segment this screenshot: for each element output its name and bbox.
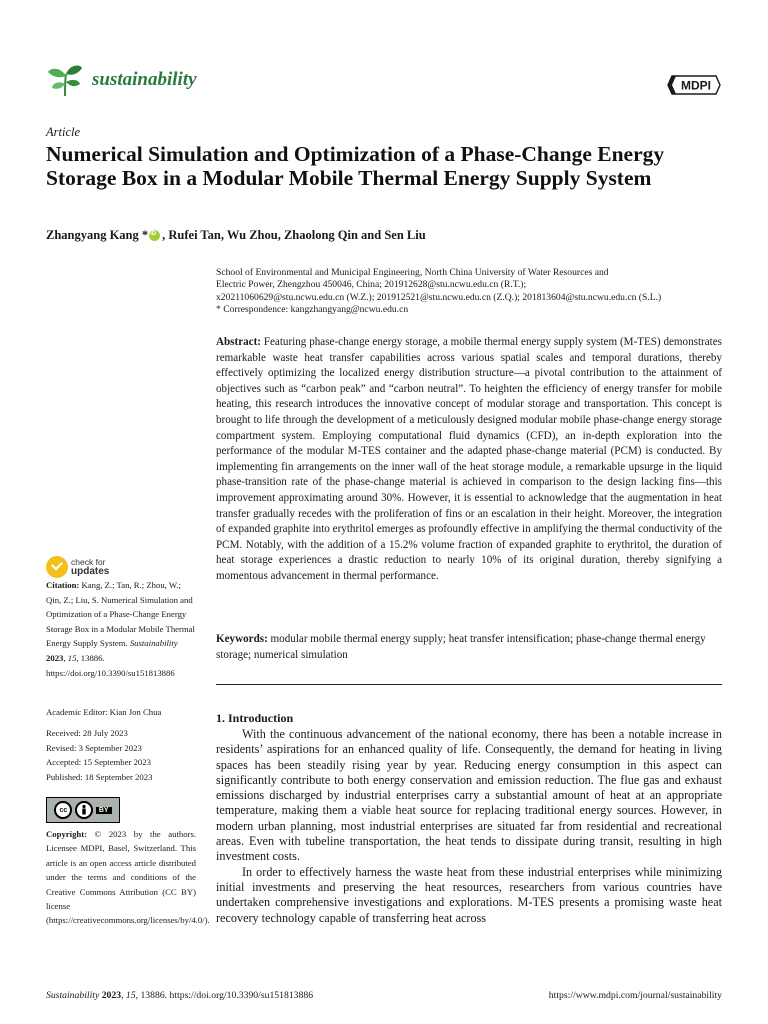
journal-name: sustainability [92, 69, 197, 90]
checkmark-icon [46, 556, 68, 578]
affiliation-block [216, 267, 726, 317]
citation-volume: 15 [67, 652, 77, 663]
abstract-text: Featuring phase-change energy storage, a mobile thermal energy supply system (M-TES) demonstrates remarkable waste heat transfer capabilities across various spatial scales and temporal durations, thereby effectively optimizing the localized energy distribution structure—a pivotal contribution to the attainment of objectives such as “carbon peak” and “carbon neutral”. To heighten the efficiency of energy transfer for mobile heating, this research introduces the innovative concept of modular storage and transportation. This concept is brought to life through the development of a meticulously designed modular mobile phase-change energy storage compartment system. Employing computational fluid dynamics (CFD), an in-depth exploration into the performance of the modular M-TES container and the adapted phase-change material (PCM) is conducted. By implementing fin arrangements on the inner wall of the heat storage module, a remarkable upsurge in the liquid phase-transition rate of the phase-change material is achieved in comparison to the design lacking fins—this improvement approximating around 30%. However, it is essential to acknowledge that the augmentation in heat transfer gradually recedes with the proliferation of fins or an escalation in their height. Moreover, the integration of expanded graphite into erythritol emerges as profoundly effective in amplifying the thermal conductivity of the PCM. Notably, with the addition of a 15.2% volume fraction of expanded graphite to erythritol, the duration of heat storage experiences a drastic reduction to nearly 10% of its original duration, thereby signifying a momentous advancement in thermal performance. [216, 336, 722, 582]
affiliation-line: Electric Power, Zhengzhou 450046, China; 201912628@stu.ncwu.edu.cn (R.T.); [216, 279, 527, 291]
author-list [46, 228, 426, 243]
footer-journal: Sustainability [46, 990, 100, 1001]
dates-block [46, 726, 198, 784]
footer-journal-url[interactable]: https://www.mdpi.com/journal/sustainability [548, 990, 722, 1001]
keywords-text: modular mobile thermal energy supply; heat transfer intensification; phase-change thermal energy storage; numerical simulation [216, 633, 706, 661]
keywords-label: Keywords: [216, 633, 268, 645]
footer-year: 2023 [101, 990, 122, 1001]
cc-by-license-badge[interactable] [46, 797, 120, 823]
check-updates-line2: updates [71, 566, 110, 577]
keywords [216, 632, 722, 663]
check-updates-line1: check for [71, 557, 106, 567]
footer-citation: Sustainability 2023, 15, 13886. https://doi.org/10.3390/su151813886 [46, 990, 314, 1001]
citation-doi[interactable]: , 13886. https://doi.org/10.3390/su151813886 [46, 652, 175, 678]
citation-journal: Sustainability [129, 638, 178, 649]
leaf-logo-icon [46, 62, 84, 98]
check-for-updates-badge[interactable] [46, 556, 109, 578]
paragraph: With the continuous advancement of the national economy, there has been a notable increase in residents’ aspirations for an enhanced quality of life. Consequently, the demand for heating in living spaces has been steadily rising year by year. Reducing energy consumption in this aspect can significantly contribute to both energy conservation and emission reduction. The flue gas and exhaust emissions discharged by industrial enterprises carry a substantial amount of heat at an appropriate temperature, making them a viable heat source for replacing traditional energy sources. However, in modern urban planning, most industrial enterprises are situated far from residential and recreational areas. Even with tubeline transportation, the heat tends to dissipate during transit, resulting in high investment costs. [216, 727, 722, 864]
citation-label: Citation: [46, 580, 80, 590]
footer-volume: 15 [125, 990, 136, 1001]
journal-logo[interactable] [46, 62, 197, 98]
copyright-text: © 2023 by the authors. Licensee MDPI, Basel, Switzerland. This article is an open access article distributed under the terms and conditions of the Creative Commons Attribution (CC BY) license (https://creativecommons.org/licenses/by/4.0/). [46, 829, 210, 926]
academic-editor: Academic Editor: Kian Jon Chua [46, 707, 162, 717]
by-label: BY [96, 807, 112, 814]
first-author[interactable]: Zhangyang Kang * [46, 228, 149, 242]
abstract-label: Abstract: [216, 336, 261, 348]
section-divider [216, 684, 722, 685]
received-date: Received: 28 July 2023 [46, 728, 128, 738]
affiliation-line: School of Environmental and Municipal Engineering, North China University of Water Resources and [216, 267, 609, 278]
abstract [216, 335, 722, 585]
citation-year: 2023 [46, 652, 64, 663]
correspondence-line: * Correspondence: kangzhangyang@ncwu.edu.cn [216, 304, 409, 316]
other-authors[interactable]: , Rufei Tan, Wu Zhou, Zhaolong Qin and Sen Liu [162, 228, 426, 242]
check-updates-text [71, 558, 109, 576]
revised-date: Revised: 3 September 2023 [46, 742, 142, 753]
accepted-date: Accepted: 15 September 2023 [46, 757, 151, 768]
published-date: Published: 18 September 2023 [46, 771, 153, 782]
copyright-block [46, 827, 210, 928]
introduction-body [216, 727, 722, 926]
copyright-label: Copyright: [46, 829, 88, 839]
publisher-name: MDPI [681, 78, 711, 93]
paragraph: In order to effectively harness the waste heat from these industrial enterprises while minimizing initial investments and preserving the heat resources, researchers from various countries have undertaken comprehensive investigations and explorations. M-TES presents a promising waste heat recovery technology capable of transferring heat across [216, 864, 722, 925]
citation-text: Kang, Z.; Tan, R.; Zhou, W.; Qin, Z.; Liu, S. Numerical Simulation and Optimization of a Phase-Change Energy Storage Box in a Modular Mobile Thermal Energy Supply System. [46, 580, 195, 649]
mdpi-logo-icon[interactable] [666, 70, 722, 100]
citation-block: Citation: Kang, Z.; Tan, R.; Zhou, W.; Qin, Z.; Liu, S. Numerical Simulation and Optimization of a Phase-Change Energy Storage Box in a Modular Mobile Thermal Energy Supply System. Sustainability 2023, 15, 13886. https://doi.org/10.3390/su151813886 [46, 580, 195, 678]
affiliation-line: x20211060629@stu.ncwu.edu.cn (W.Z.); 201912521@stu.ncwu.edu.cn (Z.Q.); 201813604@stu.ncwu.edu.cn (S.L.) [216, 291, 662, 303]
person-icon [75, 801, 93, 819]
cc-icon: cc [54, 801, 72, 819]
article-type: Article [46, 125, 81, 139]
orcid-icon[interactable] [149, 230, 160, 241]
footer-doi[interactable]: , 13886. https://doi.org/10.3390/su151813886 [135, 990, 314, 1001]
page-footer [46, 990, 722, 1001]
article-title: Numerical Simulation and Optimization of a Phase-Change Energy Storage Box in a Modular Mobile Thermal Energy Supply System [46, 142, 665, 190]
section-heading: 1. Introduction [216, 711, 294, 725]
